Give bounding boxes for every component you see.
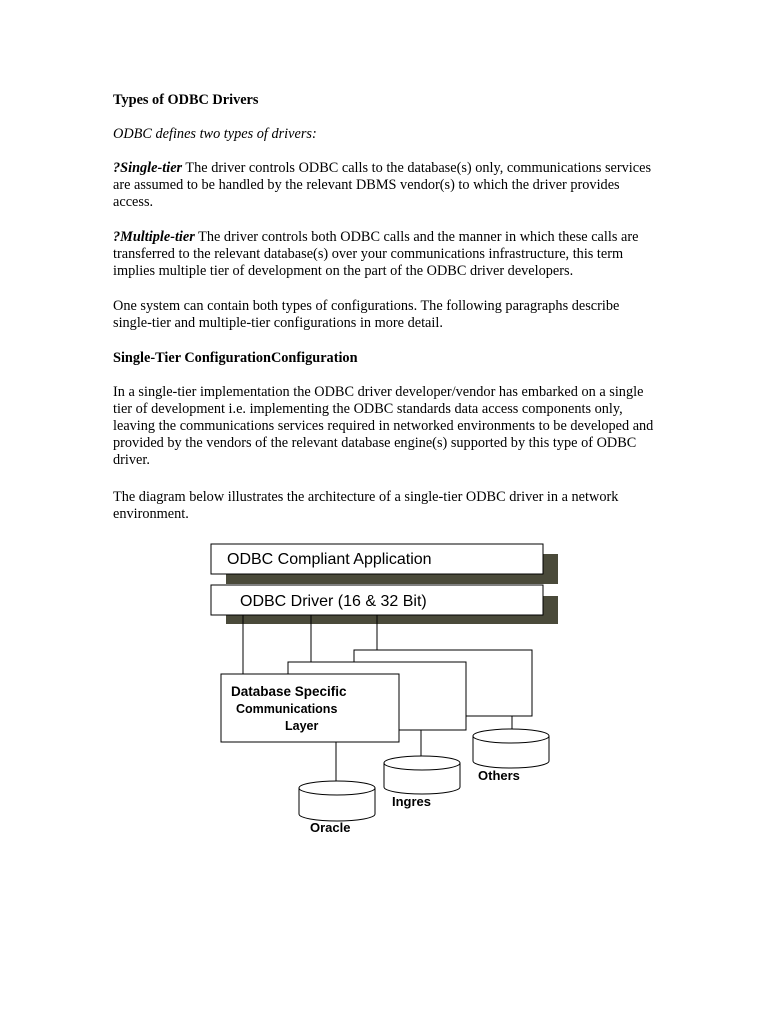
comm-label-line2: Communications: [236, 702, 338, 716]
single-tier-lead: ?Single-tier: [113, 160, 183, 176]
multiple-tier-paragraph: [113, 229, 658, 280]
implementation-paragraph: In a single-tier implementation the ODBC driver developer/vendor has embarked on a single tier of development i.e. implementing the ODBC standards data access components only, leaving the communications services required in networked environments to be developed and provided by the vendors of the relevant database engine(s) supported by this type of ODBC driver.: [113, 384, 654, 468]
section-heading: Single-Tier ConfigurationConfiguration: [113, 350, 358, 366]
comm-label-line1: Database Specific: [231, 684, 347, 699]
single-tier-paragraph: [113, 160, 658, 211]
oracle-label: Oracle: [310, 820, 351, 835]
driver-label: ODBC Driver (16 & 32 Bit): [240, 593, 427, 610]
oracle-database-icon: [299, 781, 375, 821]
ingres-label: Ingres: [392, 794, 432, 809]
multiple-tier-text: The driver controls both ODBC calls and the manner in which these calls are transferred to the relevant database(s) over your communications infrastructure, this term implies multiple tier of development on the part of the ODBC driver developers.: [113, 229, 639, 279]
doc-title: Types of ODBC Drivers: [113, 92, 259, 108]
configurations-paragraph: One system can contain both types of configurations. The following paragraphs describe single-tier and multiple-tier configurations in more detail.: [113, 298, 620, 331]
others-database-icon: [473, 729, 549, 768]
others-label: Others: [478, 768, 520, 783]
intro-text: ODBC defines two types of drivers:: [113, 126, 317, 142]
architecture-diagram: [200, 536, 570, 846]
ingres-database-icon: [384, 756, 460, 794]
single-tier-text: The driver controls ODBC calls to the database(s) only, communications services are assumed to be handled by the relevant DBMS vendor(s) to which the driver provides access.: [113, 160, 652, 210]
multiple-tier-lead: ?Multiple-tier: [113, 229, 195, 245]
app-label: ODBC Compliant Application: [227, 551, 432, 568]
comm-label-line3: Layer: [285, 719, 319, 733]
diagram-intro-paragraph: The diagram below illustrates the architecture of a single-tier ODBC driver in a network environment.: [113, 489, 619, 522]
